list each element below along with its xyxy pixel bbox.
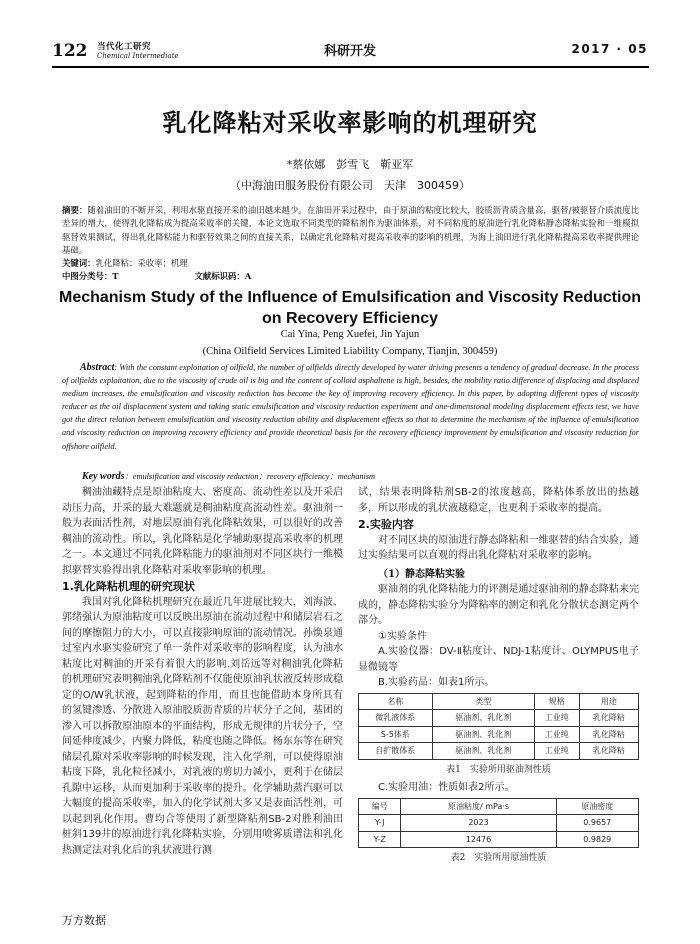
keywords-en-label: Key words [82,471,125,482]
table-2-header-cell: 原油粘度/ mPa·s [401,798,556,815]
table-2-header-cell: 原油密度 [556,798,638,815]
header-rule [52,66,649,68]
table-cell: 0.9829 [556,831,638,848]
affiliation-cn: （中海油田服务股份有限公司 天津 300459） [230,179,470,192]
abstract-en-label: Abstract [80,362,115,373]
table-2 [358,798,639,849]
keywords-cn-label: 关键词： [62,258,96,268]
table-1-header-row [359,693,639,710]
table-cell: 微乳液体系 [359,710,433,727]
affiliation-en: (China Oilfield Services Limited Liability Company, Tianjin, 300459) [202,346,498,357]
body-left-column [62,485,343,858]
keywords-cn [62,257,639,270]
table-cell: Y-Z [359,831,401,848]
journal-name-cn: 当代化工研究 [97,42,152,52]
abstract-cn-text: 随着油田的不断开采，利用水驱直接开采的油田越来越少。在油田开采过程中，由于原油的粘度比较大，胶质沥青质含量高，驱替/被驱替介质流度比差异的增大，使得乳化降粘成为提高采收率的关键，本论文选取不同类型的降粘剂作为驱油体系，对不同粘度的原油进行乳化降粘静态降粘实验和一维模拟驱替效果测试，得出乳化降粘能力和驱替效果之间的直接关系，以确定乳化降粘对提高采收率的影响的机理，为海上油田进行乳化降粘提高采收率提供理论基础。 [62,205,640,255]
table-row [359,726,639,743]
table-cell: 乳化降粘 [579,743,638,760]
table-1-caption: 表1 实验所用驱油剂性质 [446,764,551,775]
intro-paragraph: 稠油油藏特点是原油粘度大、密度高、流动性差以及开采启动压力高，开采的最大难题就是稠油粘度高流动性差。驱油剂一般为表面活性剂，对地层原油有乳化降粘效果，可以很好的改善稠油的流动性。所以，乳化降粘是化学辅助驱提高采收率的机理之一。本文通过不同乳化降粘能力的驱油剂对不同区块行一维模拟驱替实验得出乳化降粘对采收率影响的机理。 [62,487,343,576]
table-row [359,710,639,727]
table-2-caption: 表2 实验所用原油性质 [450,853,547,863]
clc-label: 中图分类号： [62,271,113,281]
table-cell: 驱油剂、乳化剂 [432,726,534,743]
table-1-header-cell: 类型 [432,693,534,710]
authors-cn: *蔡依娜 彭雪飞 靳亚军 [286,158,414,171]
subsection-1-heading: （1）静态降粘实验 [378,568,465,580]
table-1 [358,693,639,760]
clc-value: T [112,271,119,281]
table-1-header-cell: 规格 [534,693,579,710]
table-row [359,815,639,832]
table-1-header-cell: 名称 [359,693,433,710]
keywords-en-text: ：emulsification and viscosity reduction；recovery efficiency；mechanism [124,472,376,481]
table-cell: 驱油剂、乳化剂 [432,710,534,727]
authors-en: Cai Yina, Peng Xuefei, Jin Yajun [280,329,420,340]
oil-intro-line: C.实验用油：性质如表2所示。 [378,782,515,793]
table-row [359,831,639,848]
table-row [359,743,639,760]
table-cell: 12476 [401,831,556,848]
conditions-heading: ①实验条件 [378,630,427,642]
section-1-paragraph: 我国对乳化降粘机理研究在最近几年进展比较大，刘海波、郭绪强认为原油粘度可以反映出原油在流动过程中和储层岩石之间的摩擦阻力的大小，可以直接影响原油的流动情况。孙焕泉通过室内水驱实验研究了单一条件对采收率的影响程度，认为油水粘度比对稠油的开采有着很大的影响.刘岳远等对稠油乳化降粘的机理研究表明稠油乳化降粘剂不仅能使原油乳状液反转形成稳定的O/W乳状液，起到降粘的作用，而且也能借助本身所具有的氢键渗透、分散进入原油胶质沥青质的片状分子之间，基团的渗入可以拆散原油原本的平面结构，形成无规律的片状分子，空间延伸度减少，内聚力降低，粘度也随之降低。杨东东等在研究储层孔隙对采收率影响的时候发现，注入化学剂，可以使得原油粘度下降，乳化粒径减小，对乳液的剪切力减小，更利于在储层孔隙中运移，从而更加利于采收率的提升。化学辅助蒸汽驱可以大幅度的提高采收率，加入的化学试剂大多又是表面活性剂，可以起到乳化作用。曹均合等使用了新型降粘剂SB-2对胜利油田桩斜139井的原油进行乳化降粘实验，分别用喷雾质谱法和乳化热测定法对乳化后的乳状液进行测 [62,596,343,856]
paper-title-en: Mechanism Study of the Influence of Emulsification and Viscosity Reduction on Recovery Efficiency [58,289,641,327]
instruments-line: A.实验仪器：DV-Ⅱ粘度计、NDJ-1粘度计、OLYMPUS电子显微镜等 [358,646,639,673]
table-cell: 乳化降粘 [579,710,638,727]
table-cell: 自扩散体系 [359,743,433,760]
table-2-header-cell: 编号 [359,798,401,815]
table-2-header-row [359,798,639,815]
abstract-en [62,361,639,453]
continued-paragraph: 试，结果表明降粘剂SB-2的浓度越高，降粘体系放出的热越多，所以形成的乳状液越稳定，也更利于采收率的提高。 [358,487,639,514]
table-cell: Y-J [359,815,401,832]
body-right-column [358,485,639,869]
paper-title-cn: 乳化降粘对采收率影响的机理研究 [162,109,538,137]
table-1-header-cell: 用途 [579,693,638,710]
section-1-heading: 1.乳化降粘机理的研究现状 [62,580,195,593]
table-cell: 乳化降粘 [579,726,638,743]
classification-line [62,270,639,283]
keywords-cn-text: 乳化降粘；采收率；机理 [95,258,188,268]
issue-label: 2017 · 05 [571,42,648,56]
footer-watermark: 万方数据 [62,914,106,927]
table-cell: 工业纯 [534,743,579,760]
table-cell: S-5体系 [359,726,433,743]
subsection-1-paragraph: 驱油剂的乳化降粘能力的评测是通过驱油剂的静态降粘来完成的，静态降粘实验分为降粘率的测定和乳化分散状态测定两个部分。 [358,584,639,626]
table-cell: 工业纯 [534,710,579,727]
abstract-en-text: : With the constant exploitation of oilfield, the number of oilfields directly developed by water driving presents a tendency of gradual decrease. In the process of oilfields exploitation, due to the viscosity of crude oil is big and the content of colloid asphaltene is high, besides, the mobility ratio difference of displacing and displaced medium increases, the emulsification and viscosity reduction has become the key of improving recovery efficiency. In this paper, by adopting different types of viscosity reducer as the oil displacement system and taking static emulsification and viscosity reduction experiment and one-dimensional modeling displacement effects test, we have got the direct relation between emulsification and viscosity reduction ability and displacement effects so that to determine the mechanism of the influence of emulsification and viscosity reduction on improving recovery efficiency and provide theoretical basis for the recovery efficiency improvement by emulsification and viscosity reduction for offshore oilfield. [62,363,639,451]
section-2-paragraph: 对不同区块的原油进行静态降粘和一维驱替的结合实验，通过实验结果可以直观的得出乳化降粘对采收率的影响。 [358,534,639,561]
doc-code-label: 文献标识码： [194,271,245,281]
reagents-line: B.实验药品：如表1所示。 [378,677,495,688]
page-number: 122 [52,41,88,61]
section-title: 科研开发 [323,44,376,59]
table-cell: 0.9657 [556,815,638,832]
abstract-cn-label: 摘要： [62,205,88,215]
doc-code-value: A [244,271,252,281]
keywords-en [82,470,642,482]
section-2-heading: 2.实验内容 [358,518,414,531]
table-cell: 2023 [401,815,556,832]
table-cell: 工业纯 [534,726,579,743]
table-cell: 驱油剂、乳化剂 [432,743,534,760]
abstract-cn [62,204,639,257]
journal-name-en: Chemical Intermediate [97,52,179,60]
